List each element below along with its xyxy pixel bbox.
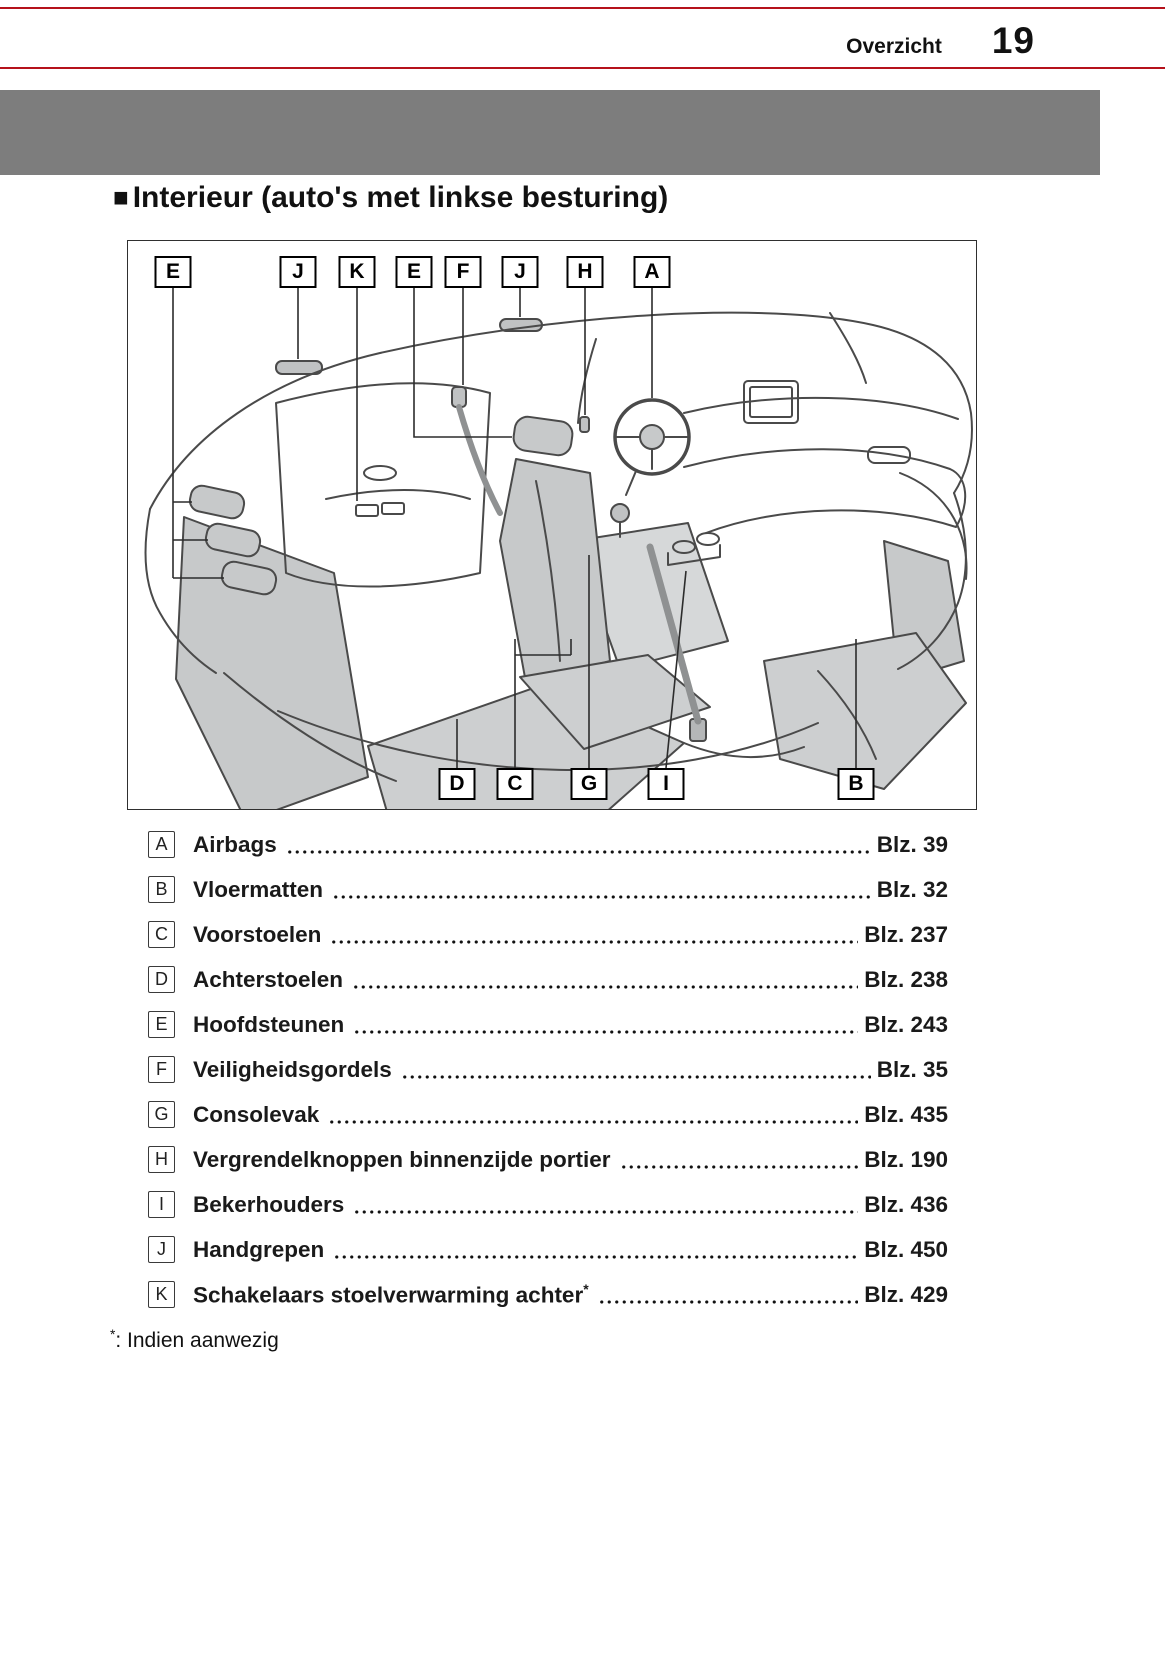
index-row xyxy=(148,1002,948,1047)
index-label: Achterstoelen xyxy=(193,966,344,992)
diagram-callout: J xyxy=(280,256,317,288)
index-row xyxy=(148,1182,948,1227)
dot-leader xyxy=(620,1164,859,1170)
section-title-text: Interieur (auto's met linkse besturing) xyxy=(132,181,669,214)
index-key: B xyxy=(148,876,175,903)
index-row xyxy=(148,912,948,957)
index-page-ref: Blz. 435 xyxy=(864,1101,948,1127)
index-page-ref: Blz. 436 xyxy=(864,1191,948,1217)
diagram-callout: A xyxy=(634,256,671,288)
index-label: Hoofdsteunen xyxy=(193,1011,345,1037)
diagram-callout: E xyxy=(155,256,192,288)
header-section-title: Overzicht xyxy=(846,35,942,58)
index-label: Vloermatten xyxy=(193,876,324,902)
footnote-marker: * xyxy=(583,1280,589,1297)
dot-leader xyxy=(353,1029,858,1035)
header-page-number: 19 xyxy=(991,20,1035,61)
diagram-callout: G xyxy=(571,768,608,800)
index-label: Bekerhouders xyxy=(193,1191,345,1217)
dot-leader xyxy=(332,894,871,900)
index-row xyxy=(148,1092,948,1137)
index-label: Vergrendelknoppen binnenzijde portier xyxy=(193,1146,611,1172)
index-label: Schakelaars stoelverwarming achter* xyxy=(193,1280,589,1308)
dot-leader xyxy=(353,1209,858,1215)
index-key: C xyxy=(148,921,175,948)
index-row xyxy=(148,822,948,867)
index-key: G xyxy=(148,1101,175,1128)
index-page-ref: Blz. 32 xyxy=(876,876,948,902)
index-key: E xyxy=(148,1011,175,1038)
diagram-callout: H xyxy=(567,256,604,288)
index-label: Handgrepen xyxy=(193,1236,325,1262)
index-page-ref: Blz. 190 xyxy=(864,1146,948,1172)
interior-diagram xyxy=(127,240,977,810)
diagram-callout: F xyxy=(445,256,482,288)
dot-leader xyxy=(333,1254,858,1260)
index-row xyxy=(148,867,948,912)
header-rule xyxy=(0,67,1165,69)
index-page-ref: Blz. 35 xyxy=(876,1056,948,1082)
page-header xyxy=(846,20,1035,62)
index-label: Airbags xyxy=(193,831,277,857)
chapter-banner xyxy=(0,90,1100,175)
diagram-callout: C xyxy=(497,768,534,800)
diagram-callout: D xyxy=(439,768,476,800)
index-page-ref: Blz. 450 xyxy=(864,1236,948,1262)
index-key: H xyxy=(148,1146,175,1173)
footnote-symbol: * xyxy=(110,1327,116,1342)
index-list xyxy=(148,822,948,1317)
index-row xyxy=(148,957,948,1002)
diagram-callout: K xyxy=(339,256,376,288)
index-page-ref: Blz. 243 xyxy=(864,1011,948,1037)
index-label: Veiligheidsgordels xyxy=(193,1056,392,1082)
index-row xyxy=(148,1227,948,1272)
footnote-text: : Indien aanwezig xyxy=(115,1329,279,1352)
diagram-callout: B xyxy=(838,768,875,800)
dot-leader xyxy=(352,984,858,990)
index-page-ref: Blz. 39 xyxy=(876,831,948,857)
diagram-callout: I xyxy=(648,768,685,800)
top-rule xyxy=(0,7,1165,9)
diagram-callout: J xyxy=(502,256,539,288)
index-label: Voorstoelen xyxy=(193,921,322,947)
footnote xyxy=(110,1327,279,1353)
dot-leader xyxy=(598,1299,859,1305)
index-key: K xyxy=(148,1281,175,1308)
dot-leader xyxy=(328,1119,858,1125)
index-key: D xyxy=(148,966,175,993)
index-row xyxy=(148,1137,948,1182)
index-key: J xyxy=(148,1236,175,1263)
interior-line-art xyxy=(128,241,976,809)
index-page-ref: Blz. 237 xyxy=(864,921,948,947)
index-row xyxy=(148,1272,948,1317)
index-label: Consolevak xyxy=(193,1101,320,1127)
index-key: F xyxy=(148,1056,175,1083)
index-row xyxy=(148,1047,948,1092)
dot-leader xyxy=(286,849,871,855)
index-page-ref: Blz. 238 xyxy=(864,966,948,992)
dot-leader xyxy=(330,939,858,945)
square-bullet-icon: ■ xyxy=(113,181,129,212)
diagram-callout: E xyxy=(396,256,433,288)
index-page-ref: Blz. 429 xyxy=(864,1281,948,1307)
dot-leader xyxy=(401,1074,871,1080)
index-key: I xyxy=(148,1191,175,1218)
section-title xyxy=(113,181,668,215)
index-key: A xyxy=(148,831,175,858)
